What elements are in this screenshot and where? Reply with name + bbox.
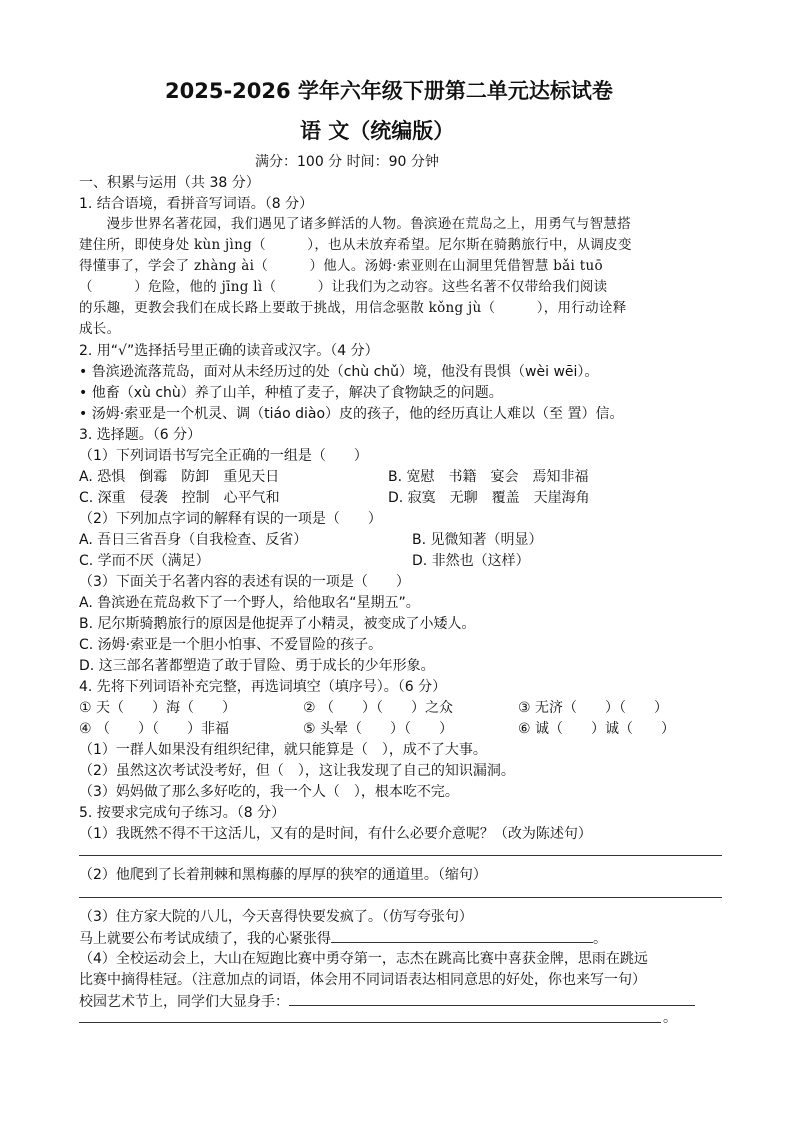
q3-sub2-option-b: B. 见微知著（明显）: [412, 532, 543, 548]
q5-s3-prompt-text: 马上就要公布考试成绩了，我的心紧张得: [79, 931, 331, 947]
q5-s2: （2）他爬到了长着荆棘和黑梅藤的厚厚的狭窄的通道里。（缩句）: [79, 867, 487, 883]
q5-s3: （3）住方家大院的八儿，今天喜得快要发疯了。（仿写夸张句）: [79, 909, 473, 925]
q3-sub3-option-d: D. 这三部名著都塑造了敢于冒险、勇于成长的少年形象。: [79, 658, 435, 674]
exam-title: 2025-2026 学年六年级下册第二单元达标试卷: [165, 79, 613, 103]
q1-passage-line: 建住所，即使身处 kùn jìng（ ），也从未放弃希望。尼尔斯在骑鹅旅行中，从调皮变: [79, 237, 632, 253]
q2-item: • 他畜（xù chù）养了山羊，种植了麦子，解决了食物缺乏的问题。: [79, 385, 503, 401]
q1-passage-line: （ ）危险，他的 jīng lì（ ）让我们为之动容。这些名著不仅带给我们阅读: [79, 279, 608, 295]
q5-s1: （1）我既然不得不干这活儿，又有的是时间，有什么必要介意呢？（改为陈述句）: [79, 826, 592, 842]
q3-sub3-option-b: B. 尼尔斯骑鹅旅行的原因是他捉弄了小精灵，被变成了小矮人。: [79, 616, 476, 632]
q1-title: 1. 结合语境，看拼音写词语。（8 分）: [79, 196, 314, 212]
exam-meta: 满分：100 分 时间：90 分钟: [255, 154, 439, 170]
q5-s4-line: （4）全校运动会上，大山在短跑比赛中勇夺第一，志杰在跳高比赛中喜获金牌，思雨在跳远: [79, 951, 648, 967]
q3-sub1-option-d: D. 寂寞 无聊 覆盖 天崖海角: [388, 490, 590, 506]
q3-sub2-stem: （2）下列加点字词的解释有误的一项是（ ）: [79, 511, 382, 527]
answer-line[interactable]: [79, 855, 722, 856]
q5-s4-prompt: [79, 991, 695, 1013]
q4-idiom-item: ③ 无济（ ）（ ）: [518, 700, 669, 716]
q4-idiom-item: ④ （ ）（ ）非福: [79, 721, 230, 737]
q4-idiom-item: ⑥ 诚（ ）诚（ ）: [518, 721, 676, 737]
q2-item: • 汤姆·索亚是一个机灵、调（tiáo diào）皮的孩子，他的经历真让人难以（至 置）信。: [79, 406, 624, 422]
q1-passage-line: 成长。: [79, 321, 121, 337]
q1-passage-line: 的乐趣，更教会我们在成长路上要敢于挑战，用信念驱散 kǒng jù（ ），用行动诠释: [79, 300, 627, 316]
q3-sub1-option-b: B. 宽慰 书籍 宴会 焉知非福: [388, 469, 589, 485]
q3-sub2-option-d: D. 非然也（这样）: [412, 553, 530, 569]
q3-sub3-stem: （3）下面关于名著内容的表述有误的一项是（ ）: [79, 574, 410, 590]
answer-blank[interactable]: [289, 991, 695, 1006]
q3-sub3-option-a: A. 鲁滨逊在荒岛救下了一个野人，给他取名“星期五”。: [79, 595, 420, 611]
q4-title: 4. 先将下列词语补充完整，再选词填空（填序号）。（6 分）: [79, 679, 447, 695]
q4-fill-sentence: （3）妈妈做了那么多好吃的，我一个人（ ），根本吃不完。: [79, 784, 459, 800]
q1-passage-line: 漫步世界名著花园，我们遇见了诸多鲜活的人物。鲁滨逊在荒岛之上，用勇气与智慧搭: [79, 216, 631, 232]
section-heading: 一、积累与运用（共 38 分）: [79, 175, 260, 191]
answer-line[interactable]: [79, 1022, 661, 1023]
answer-line[interactable]: [79, 897, 722, 898]
q5-s4-line: 比赛中摘得桂冠。（注意加点的词语，体会用不同词语表达相同意思的好处，你也来写一句）: [79, 972, 646, 988]
q4-idiom-item: ② （ ）（ ）之众: [303, 700, 454, 716]
answer-blank[interactable]: [331, 928, 593, 943]
q3-title: 3. 选择题。（6 分）: [79, 427, 202, 443]
q5-s4-prompt-text: 校园艺术节上，同学们大显身手：: [79, 994, 289, 1010]
q2-title: 2. 用“√”选择括号里正确的读音或汉字。（4 分）: [79, 343, 379, 359]
q3-sub1-option-c: C. 深重 侵袭 控制 心平气和: [79, 490, 280, 506]
exam-subtitle: 语 文（统编版）: [300, 119, 455, 143]
q4-idiom-item: ⑤ 头晕（ ）（ ）: [303, 721, 454, 737]
q5-s4-end: 。: [663, 1010, 677, 1026]
q1-passage-line: 得懂事了，学会了 zhàng ài（ ）他人。汤姆·索亚则在山洞里凭借智慧 bǎi tuō: [79, 258, 603, 274]
q4-idiom-item: ① 天（ ）海（ ）: [79, 700, 237, 716]
q3-sub2-option-c: C. 学而不厌（满足）: [79, 553, 210, 569]
q3-sub2-option-a: A. 吾日三省吾身（自我检查、反省）: [79, 532, 308, 548]
q3-sub1-option-a: A. 恐惧 倒霉 防卸 重见天日: [79, 469, 280, 485]
q4-fill-sentence: （1）一群人如果没有组织纪律，就只能算是（ ），成不了大事。: [79, 742, 487, 758]
q5-s3-end: 。: [593, 931, 607, 947]
q5-s3-prompt: [79, 928, 607, 950]
q4-fill-sentence: （2）虽然这次考试没考好，但（ ），这让我发现了自己的知识漏洞。: [79, 763, 515, 779]
q3-sub1-stem: （1）下列词语书写完全正确的一组是（ ）: [79, 448, 368, 464]
q5-title: 5. 按要求完成句子练习。（8 分）: [79, 805, 286, 821]
q2-item: • 鲁滨逊流落荒岛，面对从未经历过的处（chù chǔ）境，他没有畏惧（wèi wēi）。: [79, 364, 599, 380]
q3-sub3-option-c: C. 汤姆·索亚是一个胆小怕事、不爱冒险的孩子。: [79, 637, 383, 653]
